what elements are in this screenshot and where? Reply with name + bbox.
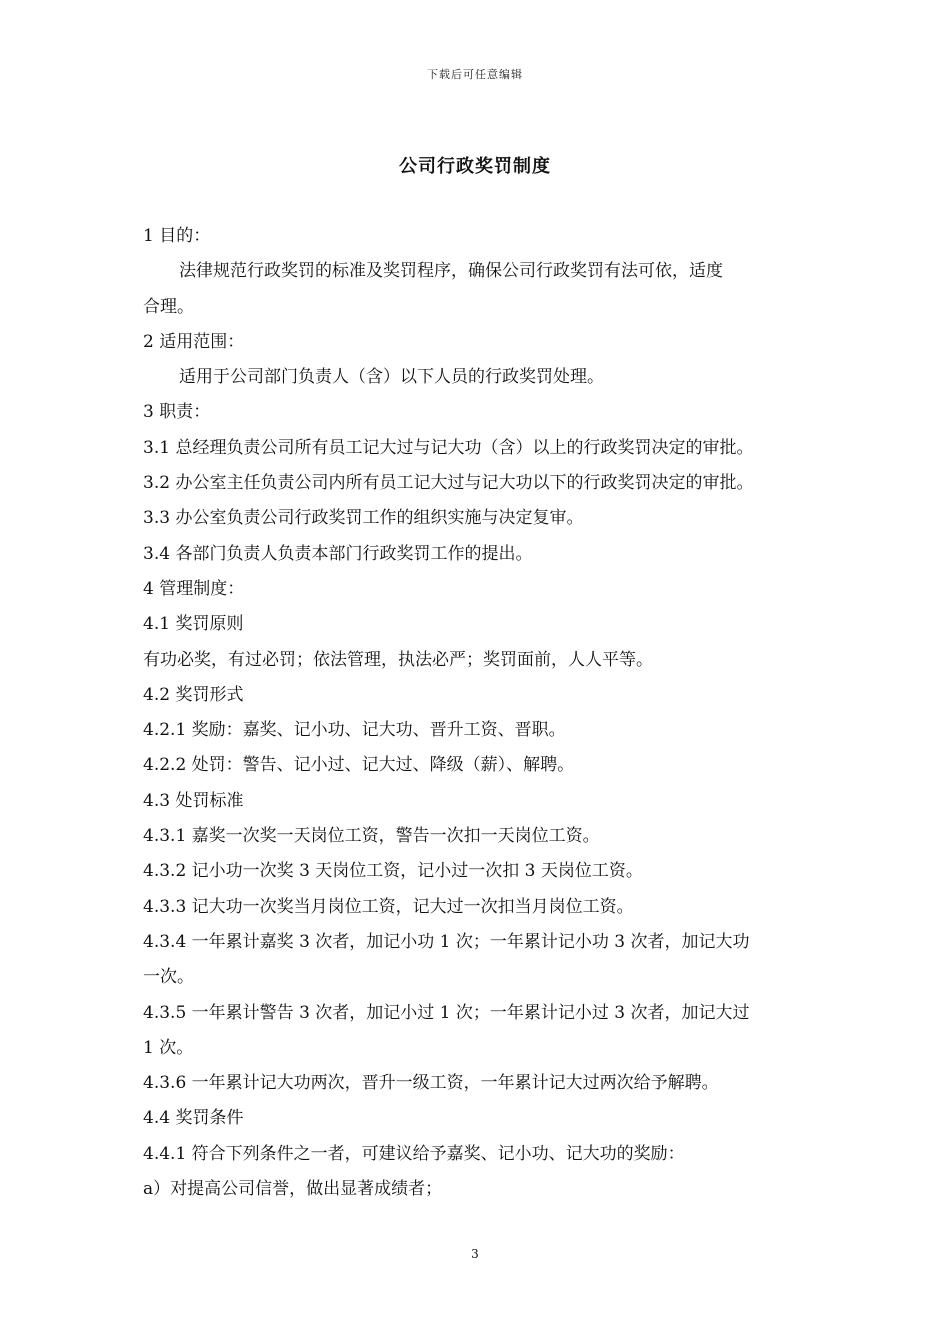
list-item: 3.1 总经理负责公司所有员工记大过与记大功（含）以上的行政奖罚决定的审批。	[143, 437, 754, 458]
list-item: 4.3.1 嘉奖一次奖一天岗位工资，警告一次扣一天岗位工资。	[143, 826, 600, 847]
list-item: 4.3.2 记小功一次奖 3 天岗位工资，记小过一次扣 3 天岗位工资。	[143, 861, 643, 882]
subsection-heading: 4.3 处罚标准	[143, 790, 244, 811]
page-header: 下载后可任意编辑	[427, 68, 523, 81]
paragraph-line: 一次。	[143, 967, 194, 988]
document-title: 公司行政奖罚制度	[399, 156, 551, 177]
section-heading-management: 4 管理制度：	[143, 578, 245, 599]
list-item: 3.2 办公室主任负责公司内所有员工记大过与记大功以下的行政奖罚决定的审批。	[143, 473, 754, 494]
paragraph-line: 法律规范行政奖罚的标准及奖罚程序，确保公司行政奖罚有法可依，适度	[179, 261, 723, 282]
list-item: 4.3.5 一年累计警告 3 次者，加记小过 1 次；一年累计记小过 3 次者，加记大过	[143, 1002, 750, 1023]
list-item: 4.3.6 一年累计记大功两次，晋升一级工资，一年累计记大过两次给予解聘。	[143, 1073, 719, 1094]
list-item: 4.3.3 记大功一次奖当月岗位工资，记大过一次扣当月岗位工资。	[143, 896, 634, 917]
paragraph-line: 有功必奖，有过必罚；依法管理，执法必严；奖罚面前，人人平等。	[143, 649, 653, 670]
list-item: 4.4.1 符合下列条件之一者，可建议给予嘉奖、记小功、记大功的奖励：	[143, 1143, 685, 1164]
paragraph-line: 1 次。	[143, 1037, 194, 1058]
section-heading-scope: 2 适用范围：	[143, 331, 245, 352]
paragraph-line: 合理。	[143, 296, 194, 317]
list-item: 3.3 办公室负责公司行政奖罚工作的组织实施与决定复审。	[143, 508, 584, 529]
subsection-heading: 4.2 奖罚形式	[143, 684, 244, 705]
section-heading-duties: 3 职责：	[143, 402, 211, 423]
list-item: a）对提高公司信誉，做出显著成绩者；	[143, 1179, 443, 1200]
list-item: 3.4 各部门负责人负责本部门行政奖罚工作的提出。	[143, 543, 533, 564]
list-item: 4.3.4 一年累计嘉奖 3 次者，加记小功 1 次；一年累计记小功 3 次者，加记大功	[143, 931, 750, 952]
page-number: 3	[471, 1247, 479, 1261]
subsection-heading: 4.4 奖罚条件	[143, 1108, 244, 1129]
paragraph-line: 适用于公司部门负责人（含）以下人员的行政奖罚处理。	[179, 367, 604, 388]
section-heading-purpose: 1 目的：	[143, 226, 211, 246]
list-item: 4.2.1 奖励：嘉奖、记小功、记大功、晋升工资、晋职。	[143, 720, 566, 741]
document-body	[143, 219, 823, 1207]
list-item: 4.2.2 处罚：警告、记小过、记大过、降级（薪）、解聘。	[143, 755, 575, 776]
subsection-heading: 4.1 奖罚原则	[143, 614, 244, 635]
